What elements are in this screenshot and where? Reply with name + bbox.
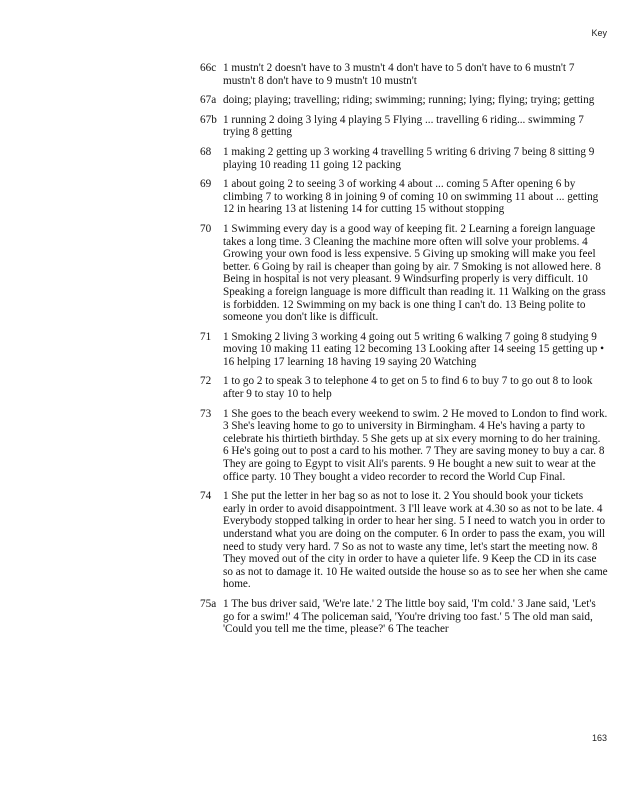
entry-number: 67a bbox=[200, 94, 217, 107]
entry-text: 1 mustn't 2 doesn't have to 3 mustn't 4 don't have to 5 don't have to 6 mustn't 7 mustn't 8 don't have to 9 mustn't 10 mustn't bbox=[223, 62, 575, 87]
answer-entry-67a bbox=[200, 94, 608, 107]
entry-number: 66c bbox=[200, 62, 217, 74]
entry-text: 1 running 2 doing 3 lying 4 playing 5 Flying ... travelling 6 riding... swimming 7 trying 8 getting bbox=[223, 113, 584, 139]
entry-number: 71 bbox=[200, 330, 212, 343]
answer-entry-66c bbox=[200, 62, 608, 87]
entry-text: 1 to go 2 to speak 3 to telephone 4 to get on 5 to find 6 to buy 7 to go out 8 to look after 9 to stay 10 to help bbox=[223, 375, 593, 401]
entry-text: 1 about going 2 to seeing 3 of working 4 about ... coming 5 After opening 6 by climbing 7 to working 8 in joining 9 of coming 10 on swimming 11 about ... getting 12 in hearing 13 at listening 14 for cutting 15 without stopping bbox=[223, 178, 599, 216]
entry-number: 75a bbox=[200, 597, 217, 610]
answer-entry-70 bbox=[200, 223, 608, 324]
entry-text: 1 making 2 getting up 3 working 4 travelling 5 writing 6 driving 7 being 8 sitting 9 playing 10 reading 11 going 12 packing bbox=[223, 145, 595, 171]
entry-text: 1 She goes to the beach every weekend to swim. 2 He moved to London to find work. 3 She's leaving home to go to university in Birmingham. 4 He's having a party to celebrate his thirtieth birthday. 5 She gets up at six every morning to do her training. 6 He's going out to post a card to his mother. 7 They are saving money to buy a car. 8 They are going to Egypt to visit Ali's parents. 9 He bought a new suit to wear at the office party. 10 They bought a video recorder to record the World Cup Final. bbox=[223, 407, 608, 483]
answer-entry-74 bbox=[200, 490, 608, 591]
answer-entry-73 bbox=[200, 408, 608, 484]
running-header: Key bbox=[591, 28, 607, 38]
entry-text: 1 Swimming every day is a good way of keeping fit. 2 Learning a foreign language takes a long time. 3 Cleaning the machine more often will solve your problems. 4 Growing your own food is less expensive. 5 Giving up smoking will make you feel better. 6 Going by rail is cheaper than going by air. 7 Smoking is not allowed here. 8 Being in hospital is not very pleasant. 9 Windsurfing properly is very difficult. 10 Speaking a foreign language is more difficult than reading it. 11 Walking on the grass is forbidden. 12 Swimming on my back is one thing I can't do. 13 Being polite to someone you don't like is difficult. bbox=[223, 222, 606, 324]
entry-number: 68 bbox=[200, 145, 212, 158]
answer-entry-68 bbox=[200, 146, 608, 171]
entry-number: 69 bbox=[200, 178, 212, 191]
answer-entry-75a bbox=[200, 598, 608, 636]
entry-text: 1 She put the letter in her bag so as not to lose it. 2 You should book your tickets early in order to avoid disappointment. 3 I'll leave work at 4.30 so as not to be late. 4 Everybody stopped talking in order to hear her sing. 5 I need to watch you in order to understand what you are doing on the computer. 6 In order to pass the exam, you will need to study very hard. 7 So as not to waste any time, let's start the meeting now. 8 They moved out of the city in order to have a quieter life. 9 Keep the CD in its case so as not to damage it. 10 He waited outside the house so as to see her when she came home. bbox=[223, 490, 608, 591]
entry-number: 67b bbox=[200, 113, 217, 126]
answer-entry-71 bbox=[200, 331, 608, 369]
answer-entry-72 bbox=[200, 375, 608, 400]
entry-number: 73 bbox=[200, 407, 212, 420]
answer-entry-67b bbox=[200, 114, 608, 139]
answer-key bbox=[200, 62, 608, 643]
entry-text: doing; playing; travelling; riding; swimming; running; lying; flying; trying; getting bbox=[223, 94, 595, 107]
entry-number: 74 bbox=[200, 490, 212, 503]
answer-entry-69 bbox=[200, 178, 608, 216]
page-number: 163 bbox=[591, 733, 607, 743]
entry-number: 72 bbox=[200, 375, 212, 388]
entry-number: 70 bbox=[200, 222, 212, 235]
entry-text: 1 The bus driver said, 'We're late.' 2 The little boy said, 'I'm cold.' 3 Jane said, 'Let's go for a swim!' 4 The policeman said, 'You're driving too fast.' 5 The old man said, 'Could you tell me the time, please?' 6 The teacher bbox=[223, 597, 596, 636]
entry-text: 1 Smoking 2 living 3 working 4 going out 5 writing 6 walking 7 going 8 studying 9 moving 10 making 11 eating 12 becoming 13 Looking after 14 seeing 15 getting up • 16 helping 17 learning 18 having 19 saying 20 Watching bbox=[223, 330, 605, 368]
